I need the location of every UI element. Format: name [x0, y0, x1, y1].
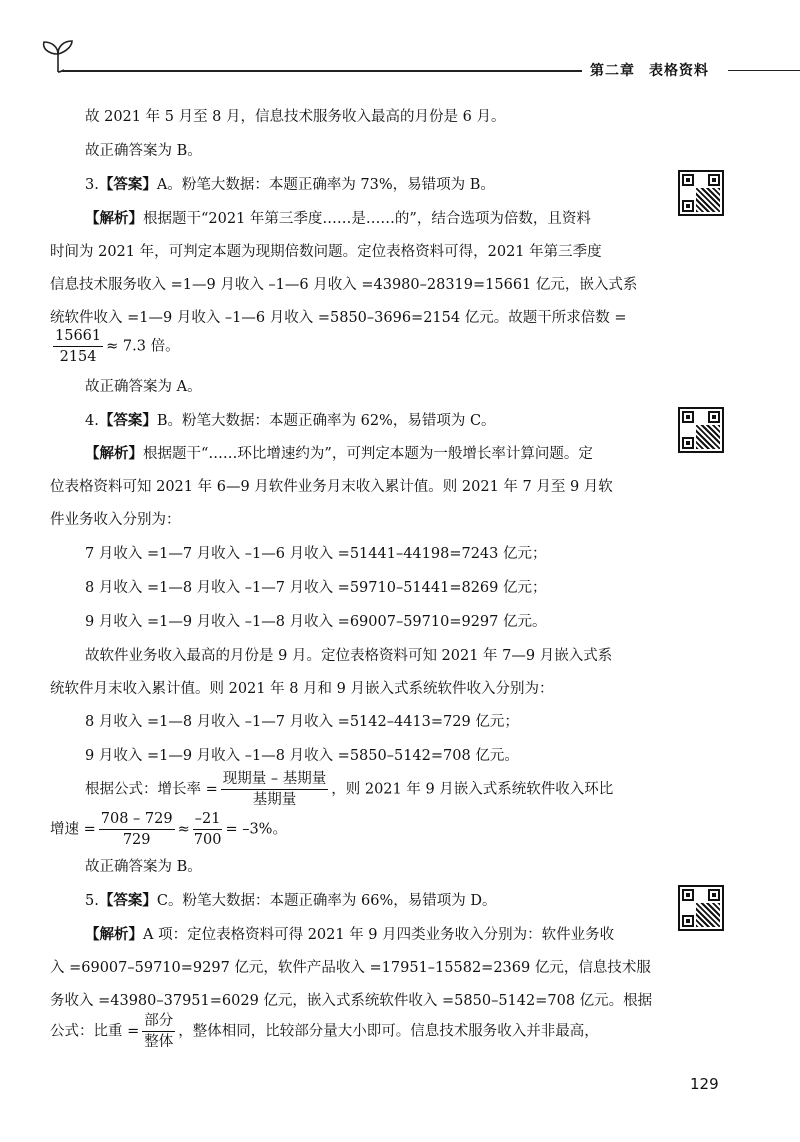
q3-conclusion: 故正确答案为 A。 — [85, 379, 202, 395]
running-header — [590, 60, 709, 80]
q4-number: 4. — [85, 413, 99, 429]
q3-answer-line — [85, 176, 495, 194]
q3-ratio-numerator: 15661 — [53, 327, 103, 347]
header-rule — [62, 70, 582, 72]
q4-formula-line — [85, 770, 613, 809]
section-title: 表格资料 — [649, 63, 709, 79]
q4-growth-line — [50, 810, 287, 849]
q3-analysis-line-4: 统软件收入 =1—9 月收入 –1—6 月收入 =5850–3696=2154 亿元。故题干所求倍数 = — [50, 310, 627, 326]
q4-analysis-line-1 — [85, 445, 593, 463]
q4-calc-jul: 7 月收入 =1—7 月收入 –1—6 月收入 =51441–44198=7243 亿元； — [85, 546, 547, 562]
q5-analysis-text: A 项：定位表格资料可得 2021 年 9 月四类业务收入分别为：软件业务收 — [143, 927, 615, 943]
growth-fraction-2 — [193, 810, 223, 849]
q4-calc-sep: 9 月收入 =1—9 月收入 –1—8 月收入 =69007–59710=9297 亿元。 — [85, 614, 547, 630]
q4-formula-label: 根据公式：增长率 = — [85, 781, 218, 798]
q4-calc2-aug: 8 月收入 =1—8 月收入 –1—7 月收入 =5142–4413=729 亿元； — [85, 714, 519, 730]
q4-mid-line-1: 故软件业务收入最高的月份是 9 月。定位表格资料可知 2021 年 7—9 月嵌入式系 — [85, 648, 613, 664]
q4-answer-text: B。粉笔大数据：本题正确率为 62%，易错项为 C。 — [156, 413, 496, 429]
q5-answer-line — [85, 892, 497, 910]
growth-fraction-1 — [99, 810, 175, 849]
q4-formula-tail: ，则 2021 年 9 月嵌入式系统软件收入环比 — [331, 781, 614, 798]
q4-analysis-line-2: 位表格资料可知 2021 年 6—9 月软件业务月末收入累计值。则 2021 年 7 月至 9 月软 — [50, 479, 613, 495]
q5-formula-label: 公式：比重 = — [50, 1023, 140, 1040]
q3-analysis-line-3: 信息技术服务收入 =1—9 月收入 –1—6 月收入 =43980–28319=15661 亿元，嵌入式系 — [50, 277, 638, 293]
q3-ratio-line — [50, 327, 180, 366]
q5-analysis-line-1 — [85, 926, 614, 944]
q4-analysis-text: 根据题干“……环比增速约为”，可判定本题为一般增长率计算问题。定 — [143, 446, 593, 462]
q3-answer-tag: 【答案】 — [98, 177, 157, 193]
q5-number: 5. — [85, 893, 99, 909]
q4-growth-result: = –3%。 — [225, 821, 287, 838]
growth-denominator-1: 729 — [122, 832, 151, 848]
q3-answer-text: A。粉笔大数据：本题正确率为 73%，易错项为 B。 — [156, 177, 495, 193]
proportion-denominator: 整体 — [144, 1034, 174, 1050]
q5-analysis-line-3: 务收入 =43980–37951=6029 亿元，嵌入式系统软件收入 =5850–5142=708 亿元。根据 — [50, 993, 653, 1009]
proportion-fraction — [142, 1012, 175, 1051]
q5-answer-tag: 【答案】 — [98, 893, 157, 909]
q3-analysis-tag: 【解析】 — [85, 211, 143, 227]
approx-sign: ≈ — [177, 821, 190, 838]
q4-analysis-line-3: 件业务收入分别为： — [50, 512, 181, 528]
q3-analysis-line-1 — [85, 210, 591, 228]
sprout-logo-icon — [36, 38, 80, 74]
q5-analysis-tag: 【解析】 — [85, 927, 143, 943]
q4-calc-aug: 8 月收入 =1—8 月收入 –1—7 月收入 =59710–51441=8269 亿元； — [85, 580, 547, 596]
page-number: 129 — [690, 1075, 719, 1093]
q5-analysis-line-2: 入 =69007–59710=9297 亿元，软件产品收入 =17951–15582=2369 亿元，信息技术服 — [50, 960, 651, 976]
q3-analysis-text: 根据题干“2021 年第三季度……是……的”，结合选项为倍数，且资料 — [143, 211, 591, 227]
q4-conclusion: 故正确答案为 B。 — [85, 859, 202, 875]
q3-number: 3. — [85, 177, 99, 193]
chapter-title: 第二章 — [590, 63, 635, 79]
q2-conclusion: 故 2021 年 5 月至 8 月，信息技术服务收入最高的月份是 6 月。 — [85, 109, 506, 125]
growth-numerator-2: –21 — [193, 810, 223, 830]
q4-answer-line — [85, 412, 496, 430]
q2-answer: 故正确答案为 B。 — [85, 143, 202, 159]
header-rule-right — [728, 70, 800, 71]
growth-rate-fraction — [221, 770, 328, 809]
proportion-numerator: 部分 — [142, 1012, 175, 1032]
q3-ratio-denominator: 2154 — [59, 349, 97, 365]
q4-analysis-tag: 【解析】 — [85, 446, 143, 462]
qr-code-q5[interactable] — [678, 885, 724, 931]
growth-rate-denominator: 基期量 — [252, 792, 297, 808]
growth-denominator-2: 700 — [193, 832, 222, 848]
q4-growth-label: 增速 = — [50, 821, 96, 838]
q4-answer-tag: 【答案】 — [98, 413, 157, 429]
growth-numerator-1: 708 – 729 — [99, 810, 175, 830]
q3-ratio-fraction — [53, 327, 103, 366]
q3-analysis-line-2: 时间为 2021 年，可判定本题为现期倍数问题。定位表格资料可得，2021 年第三季度 — [50, 244, 602, 260]
q5-formula-tail: ，整体相同，比较部分量大小即可。信息技术服务收入并非最高， — [178, 1023, 599, 1040]
qr-code-q3[interactable] — [678, 170, 724, 216]
q4-calc2-sep: 9 月收入 =1—9 月收入 –1—8 月收入 =5850–5142=708 亿元。 — [85, 748, 519, 764]
q4-mid-line-2: 统软件月末收入累计值。则 2021 年 8 月和 9 月嵌入式系统软件收入分别为： — [50, 681, 554, 697]
qr-code-q4[interactable] — [678, 407, 724, 453]
q3-ratio-result: ≈ 7.3 倍。 — [106, 338, 180, 355]
q5-answer-text: C。粉笔大数据：本题正确率为 66%，易错项为 D。 — [156, 893, 497, 909]
q5-formula-line — [50, 1012, 599, 1051]
growth-rate-numerator: 现期量 – 基期量 — [221, 770, 328, 790]
